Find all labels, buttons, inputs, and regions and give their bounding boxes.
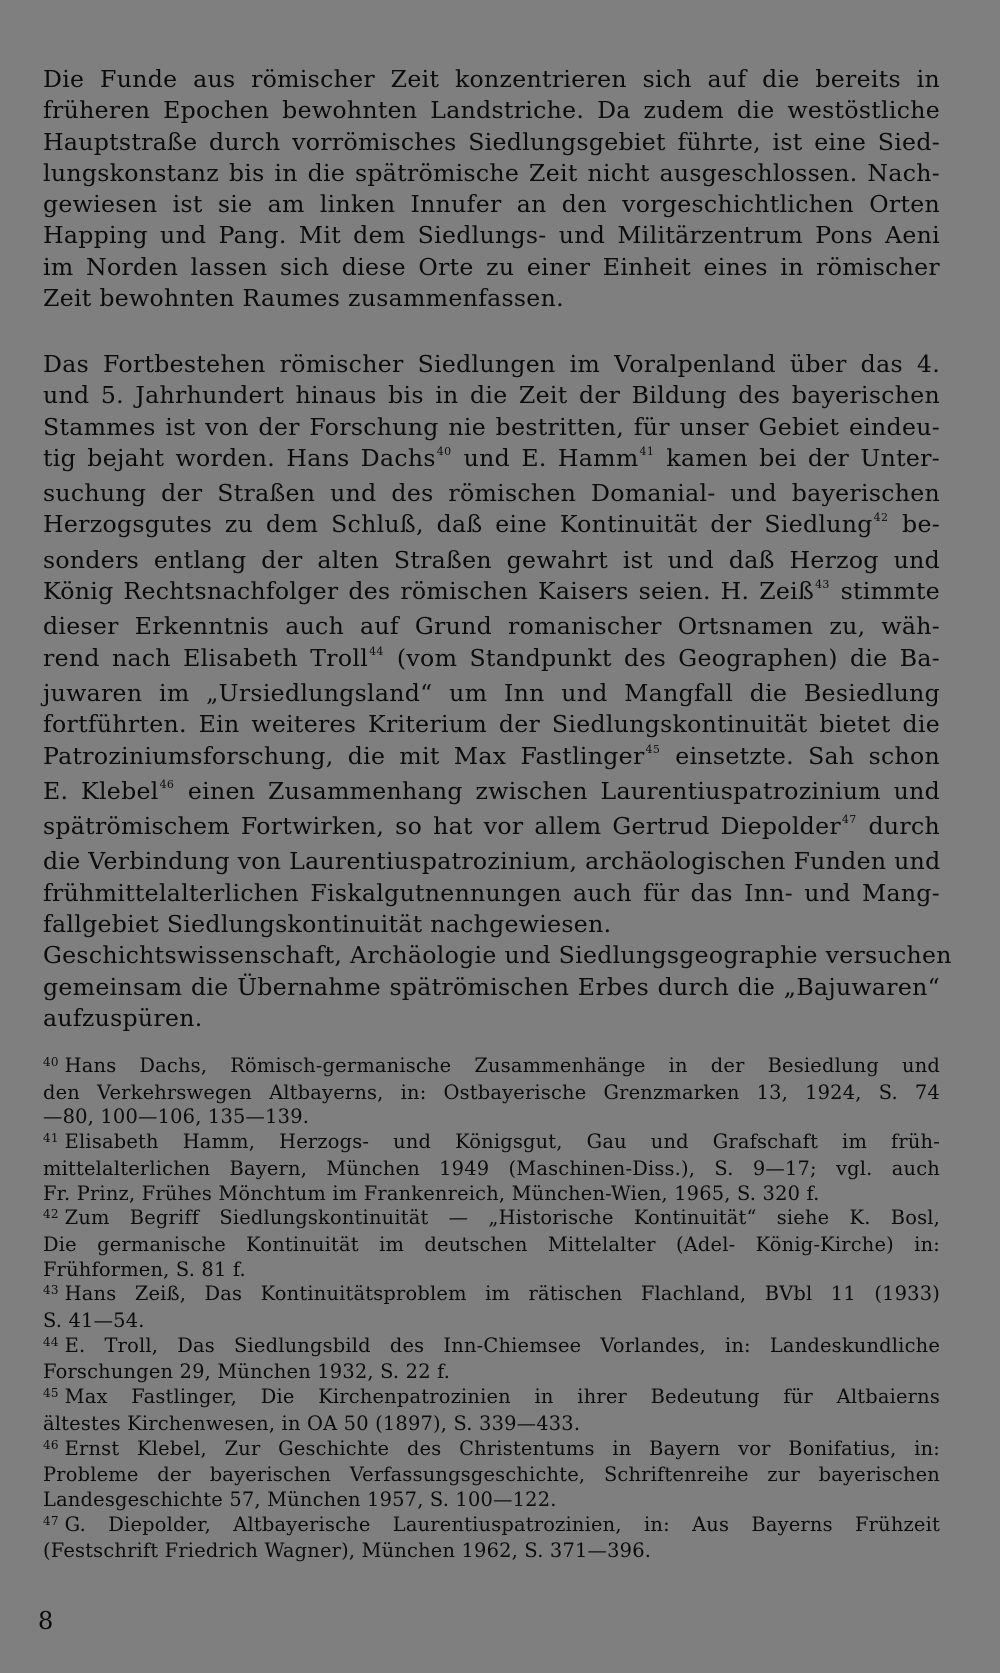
footnote-line [43,1182,940,1207]
footnote-line [43,1282,940,1309]
footnote-44 [43,1334,940,1385]
footnote-47 [43,1513,940,1564]
footnote-number: 45 [43,1386,59,1401]
footnote-text: G. Diepolder, Altbayerische Laurentiuspatrozinien, in: Aus Bayerns Frühzeit [64,1512,940,1536]
text-segment: König Rechtsnachfolger des römischen Kaisers seien. H. Zeiß [43,577,815,606]
footnote-number: 42 [43,1207,59,1222]
footnote-45 [43,1385,940,1436]
footnote-line [43,1233,940,1258]
footnote-line [43,1130,940,1157]
footnote-text: E. Troll, Das Siedlungsbild des Inn-Chiemsee Vorlandes, in: Landeskundliche [64,1333,940,1357]
footnote-reference[interactable]: 44 [369,644,384,658]
footnote-text: mittelalterlichen Bayern, München 1949 (Maschinen-Diss.), S. 9—17; vgl. auch [43,1156,940,1180]
footnote-text: Zum Begriff Siedlungskontinuität — „Historische Kontinuität“ siehe K. Bosl, [64,1206,940,1230]
text-segment: Patroziniumsforschung, die mit Max Fastlinger [43,741,645,770]
footnote-line [43,1412,940,1437]
footnote-text: (Festschrift Friedrich Wagner), München 1962, S. 371—396. [43,1539,652,1563]
footnote-text: Max Fastlinger, Die Kirchenpatrozinien in ihrer Bedeutung für Altbaierns [64,1385,940,1409]
footnote-number: 40 [43,1055,59,1069]
footnote-text: Elisabeth Hamm, Herzogs- und Königsgut, Gau und Grafschaft im früh- [64,1130,940,1154]
text-line: frühmittelalterlichen Fiskalgutnennungen auch für das Inn- und Mang- [43,878,940,907]
text-line: gewiesen ist sie am linken Innufer an den vorgeschichtlichen Orten [43,190,940,219]
paragraph-roman-finds [43,64,940,314]
text-segment: E. Klebel [43,776,159,805]
text-line [43,576,940,611]
footnote-reference[interactable]: 42 [873,511,889,525]
footnote-line [43,1437,940,1464]
footnote-reference[interactable]: 40 [436,444,452,458]
footnote-text: Frühformen, S. 81 f. [43,1257,246,1281]
text-segment: einen Zusammenhang zwischen Laurentiuspatrozinium und [175,776,941,805]
footnote-number: 41 [43,1131,59,1146]
footnote-text: —80, 100—106, 135—139. [43,1105,310,1129]
footnote-line [43,1206,940,1233]
text-line: Die Funde aus römischer Zeit konzentrieren sich auf die bereits in [43,65,940,93]
footnote-line [43,1105,940,1130]
text-line: Stammes ist von der Forschung nie bestritten, für unser Gebiet eindeu- [43,412,940,441]
page-number: 8 [38,1607,54,1635]
text-segment: einsetzte. Sah schon [661,741,941,770]
text-line: sonders entlang der alten Straßen gewahrt ist und daß Herzog und [43,545,940,574]
footnote-text: S. 41—54. [43,1309,145,1333]
footnote-reference[interactable]: 43 [815,578,830,592]
text-segment: Herzogsgutes zu dem Schluß, daß eine Kontinuität der Siedlung [43,510,873,539]
text-line: früheren Epochen bewohnten Landstriche. Da zudem die westöstliche [43,96,940,125]
footnote-reference[interactable]: 41 [639,444,655,458]
text-line: dieser Erkenntnis auch auf Grund romanischer Ortsnamen zu, wäh- [43,612,940,641]
footnote-46 [43,1437,940,1513]
text-segment: (vom Standpunkt des Geographen) die Ba- [384,643,940,672]
text-line [43,509,940,544]
footnote-41 [43,1130,940,1206]
footnote-line [43,1309,940,1334]
footnote-line [43,1539,940,1564]
footnote-number: 43 [43,1283,59,1298]
text-line: Zeit bewohnten Raumes zusammenfassen. [43,284,564,313]
text-line: lungskonstanz bis in die spätrömische Zeit nicht ausgeschlossen. Nach- [43,158,940,187]
footnote-text: Hans Dachs, Römisch-germanische Zusammenhänge in der Besiedlung und [64,1054,940,1077]
footnote-number: 47 [43,1513,59,1528]
footnote-text: Probleme der bayerischen Verfassungsgeschichte, Schriftenreihe zur bayerischen [43,1463,940,1487]
text-line: und 5. Jahrhundert hinaus bis in die Zeit der Bildung des bayerischen [43,381,940,410]
footnote-text: Ernst Klebel, Zur Geschichte des Christentums in Bayern vor Bonifatius, in: [64,1436,940,1460]
footnote-line [43,1081,940,1106]
footnote-text: den Verkehrswegen Altbayerns, in: Ostbayerische Grenzmarken 13, 1924, S. 74 [43,1080,940,1104]
footnote-number: 46 [43,1437,59,1452]
text-line [43,776,940,811]
footnotes-section [43,1054,940,1564]
text-line: juwaren im „Ursiedlungsland“ um Inn und Mangfall die Besiedlung [43,678,940,707]
text-segment: durch [857,812,940,841]
footnote-number: 44 [43,1334,59,1349]
footnote-40 [43,1054,940,1130]
text-line: im Norden lassen sich diese Orte zu einer Einheit eines in römischer [43,252,940,281]
text-line [43,443,940,478]
paragraph-continuity [43,349,952,1034]
text-segment: stimmte [830,577,941,606]
footnote-line [43,1463,940,1488]
text-line: Hauptstraße durch vorrömisches Siedlungsgebiet führte, ist eine Sied- [43,127,940,156]
footnote-line [43,1360,940,1385]
footnote-line [43,1054,940,1081]
text-segment: rend nach Elisabeth Troll [43,643,369,672]
footnote-line [43,1157,940,1182]
footnote-line [43,1385,940,1412]
text-segment: kamen bei der Unter- [655,443,940,472]
text-line [43,741,940,776]
footnote-line [43,1334,940,1361]
footnote-line [43,1488,940,1513]
footnote-line [43,1513,940,1540]
text-line: fallgebiet Siedlungskontinuität nachgewiesen. [43,910,612,939]
footnote-reference[interactable]: 47 [841,813,857,827]
footnote-text: Die germanische Kontinuität im deutschen Mittelalter (Adel- König-Kirche) in: [43,1232,940,1256]
footnote-43 [43,1282,940,1333]
footnote-text: Fr. Prinz, Frühes Mönchtum im Frankenreich, München-Wien, 1965, S. 320 f. [43,1181,820,1205]
footnote-reference[interactable]: 46 [159,777,175,791]
text-line [43,643,940,678]
footnote-text: Hans Zeiß, Das Kontinuitätsproblem im rätischen Flachland, BVbl 11 (1933) [64,1282,940,1306]
text-segment: tig bejaht worden. Hans Dachs [43,443,436,472]
text-line: Das Fortbestehen römischer Siedlungen im Voralpenland über das 4. [43,350,940,378]
text-line: suchung der Straßen und des römischen Domanial- und bayerischen [43,479,940,508]
text-line [43,811,940,846]
text-segment: und E. Hamm [452,443,639,472]
footnote-reference[interactable]: 45 [645,742,661,756]
footnote-text: Landesgeschichte 57, München 1957, S. 100—122. [43,1487,557,1511]
text-line: aufzuspüren. [43,1003,203,1032]
footnote-text: ältestes Kirchenwesen, in OA 50 (1897), S. 339—433. [43,1411,581,1435]
footnote-text: Forschungen 29, München 1932, S. 22 f. [43,1360,451,1384]
footnote-line [43,1258,940,1283]
text-segment: spätrömischem Fortwirken, so hat vor allem Gertrud Diepolder [43,812,841,841]
text-line: Geschichtswissenschaft, Archäologie und Siedlungsgeographie versuchen [43,941,952,970]
text-line: Happing und Pang. Mit dem Siedlungs- und Militärzentrum Pons Aeni [43,221,940,250]
text-line: die Verbindung von Laurentiuspatrozinium, archäologischen Funden und [43,847,941,876]
text-segment: be- [889,510,940,539]
text-line: gemeinsam die Übernahme spätrömischen Erbes durch die „Bajuwaren“ [43,972,940,1001]
text-line: fortführten. Ein weiteres Kriterium der Siedlungskontinuität bietet die [43,710,940,739]
footnote-42 [43,1206,940,1282]
